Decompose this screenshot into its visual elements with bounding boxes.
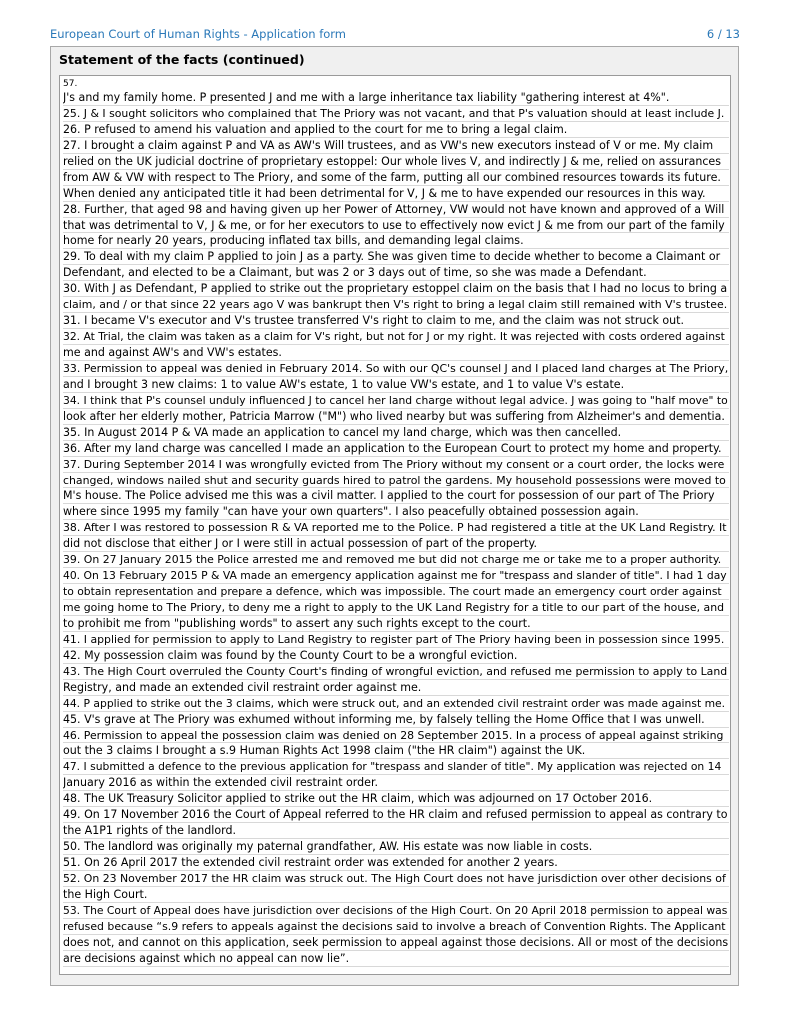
text-line: 25. J & I sought solicitors who complained that The Priory was not vacant, and that P's valuation should at least include J. bbox=[63, 106, 729, 122]
text-line: are decisions against which no appeal can now lie”. bbox=[63, 951, 729, 967]
text-line: 44. P applied to strike out the 3 claims, which were struck out, and an extended civil restraint order was made against me. bbox=[63, 696, 729, 712]
text-line: January 2016 as within the extended civil restraint order. bbox=[63, 775, 729, 791]
text-line: to obtain representation and prepare a defence, which was impossible. The court made an emergency court order against bbox=[63, 584, 729, 600]
text-line: relied on the UK judicial doctrine of proprietary estoppel: Our whole lives V, and indirectly J & me, relied on assurances bbox=[63, 154, 729, 170]
text-line: 35. In August 2014 P & VA made an application to cancel my land charge, which was then cancelled. bbox=[63, 425, 729, 441]
facts-text-area[interactable] bbox=[59, 75, 731, 975]
text-line: 43. The High Court overruled the County Court's finding of wrongful eviction, and refused me permission to apply to Land bbox=[63, 664, 728, 678]
text-line: claim, and / or that since 22 years ago V was bankrupt then V's right to bring a legal claim still remained with V's trustee. bbox=[63, 298, 728, 312]
text-line: 31. I became V's executor and V's trustee transferred V's right to claim to me, and the claim was not struck out. bbox=[63, 313, 729, 329]
text-line: Defendant, and elected to be a Claimant, but was 2 or 3 days out of time, so she was made a Defendant. bbox=[63, 265, 729, 281]
text-line: the High Court. bbox=[63, 887, 729, 903]
text-line: 30. With J as Defendant, P applied to strike out the proprietary estoppel claim on the basis that I had no locus to bring a bbox=[63, 282, 728, 296]
text-line: changed, windows nailed shut and security guards hired to patrol the gardens. My household possessions were moved to bbox=[63, 473, 729, 489]
text-line: 45. V's grave at The Priory was exhumed without informing me, by falsely telling the Home Office that I was unwell. bbox=[63, 712, 729, 728]
text-line: 28. Further, that aged 98 and having given up her Power of Attorney, VW would not have known and approved of a Will bbox=[63, 202, 729, 218]
text-line: does not, and cannot on this application, seek permission to appeal against those decisions. All or most of the decisions bbox=[63, 935, 729, 949]
text-line: 40. On 13 February 2015 P & VA made an emergency application against me for "trespass and slander of title". I had 1 day bbox=[63, 568, 729, 584]
text-line: from AW & VW with respect to The Priory, and some of the farm, putting all our combined resources towards its future. bbox=[63, 170, 729, 186]
text-line: 53. The Court of Appeal does have jurisdiction over decisions of the High Court. On 20 April 2018 permission to appeal was bbox=[63, 903, 728, 917]
text-line: look after her elderly mother, Patricia Marrow ("M") who lived nearby but was suffering from Alzheimer's and dementia. bbox=[63, 409, 729, 425]
text-line: M's house. The Police advised me this was a civil matter. I applied to the court for possession of our part of The Priory bbox=[63, 488, 729, 504]
text-line: 50. The landlord was originally my paternal grandfather, AW. His estate was now liable in costs. bbox=[63, 839, 729, 855]
text-line: refused because “s.9 refers to appeals against the decisions said to involve a breach of Convention Rights. The Applicant bbox=[63, 919, 729, 935]
text-line: home for nearly 20 years, producing inflated tax bills, and demanding legal claims. bbox=[63, 233, 729, 249]
text-line: me going home to The Priory, to deny me a right to apply to the UK Land Registry for a title to our part of the house, and bbox=[63, 600, 729, 616]
text-line: 47. I submitted a defence to the previous application for "trespass and slander of title". My application was rejected on 14 bbox=[63, 759, 729, 775]
text-line: 38. After I was restored to possession R & VA reported me to the Police. P had registered a title at the UK Land Registry. It bbox=[63, 520, 729, 536]
text-line: 52. On 23 November 2017 the HR claim was struck out. The High Court does not have jurisdiction over other decisions of bbox=[63, 871, 729, 887]
text-line: When denied any anticipated title it had been detrimental for V, J & me to have expended our resources in this way. bbox=[63, 186, 729, 202]
page-number: 6 / 13 bbox=[706, 27, 740, 41]
text-line: 33. Permission to appeal was denied in February 2014. So with our QC's counsel J and I placed land charges at The Priory, bbox=[63, 361, 729, 375]
text-line: 42. My possession claim was found by the County Court to be a wrongful eviction. bbox=[63, 648, 729, 664]
text-line: 36. After my land charge was cancelled I made an application to the European Court to protect my home and property. bbox=[63, 441, 729, 457]
text-line: 57. bbox=[63, 79, 78, 89]
text-line: 29. To deal with my claim P applied to join J as a party. She was given time to decide whether to become a Claimant or bbox=[63, 249, 729, 265]
text-line: 27. I brought a claim against P and VA as AW's Will trustees, and as VW's new executors instead of V or me. My claim bbox=[63, 138, 729, 154]
section-title: Statement of the facts (continued) bbox=[59, 52, 305, 67]
text-line: 46. Permission to appeal the possession claim was denied on 28 September 2015. In a process of appeal against striking bbox=[63, 728, 729, 744]
text-line: did not disclose that either J or I were still in actual possession of part of the property. bbox=[63, 536, 729, 552]
text-line: where since 1995 my family "can have your own quarters". I also peacefully obtained possession again. bbox=[63, 504, 729, 520]
text-line: that was detrimental to V, J & me, or for her executors to use to effectively now evict J & me from our part of the family bbox=[63, 218, 729, 234]
page-header bbox=[50, 27, 740, 43]
text-line: 41. I applied for permission to apply to Land Registry to register part of The Priory having been in possession since 1995. bbox=[63, 632, 729, 648]
text-line: the A1P1 rights of the landlord. bbox=[63, 823, 729, 839]
text-line: Registry, and made an extended civil restraint order against me. bbox=[63, 680, 729, 696]
text-line: to prohibit me from "publishing words" to assert any such rights except to the court. bbox=[63, 616, 729, 632]
text-line: 51. On 26 April 2017 the extended civil restraint order was extended for another 2 years. bbox=[63, 855, 729, 871]
text-line: me and against AW's and VW's estates. bbox=[63, 345, 729, 361]
text-line: 49. On 17 November 2016 the Court of Appeal referred to the HR claim and refused permission to appeal as contrary to bbox=[63, 808, 728, 822]
text-line: 34. I think that P's counsel unduly influenced J to cancel her land charge without legal advice. J was going to "half move" to bbox=[63, 393, 728, 407]
text-line: 39. On 27 January 2015 the Police arrested me and removed me but did not charge me or take me to a proper authority. bbox=[63, 552, 729, 568]
text-line: J's and my family home. P presented J and me with a large inheritance tax liability "gathering interest at 4%". bbox=[63, 90, 729, 106]
text-line: out the 3 claims I brought a s.9 Human Rights Act 1998 claim ("the HR claim") against the UK. bbox=[63, 743, 729, 759]
text-line: 37. During September 2014 I was wrongfully evicted from The Priory without my consent or a court order, the locks were bbox=[63, 457, 729, 473]
statement-section bbox=[50, 46, 739, 986]
text-line: 32. At Trial, the claim was taken as a claim for V's right, but not for J or my right. It was rejected with costs ordered against bbox=[63, 329, 729, 345]
text-line: 26. P refused to amend his valuation and applied to the court for me to bring a legal claim. bbox=[63, 122, 729, 138]
text-line: and I brought 3 new claims: 1 to value AW's estate, 1 to value VW's estate, and 1 to value V's estate. bbox=[63, 377, 729, 393]
text-line: 48. The UK Treasury Solicitor applied to strike out the HR claim, which was adjourned on 17 October 2016. bbox=[63, 791, 729, 807]
form-title: European Court of Human Rights - Application form bbox=[50, 27, 347, 41]
